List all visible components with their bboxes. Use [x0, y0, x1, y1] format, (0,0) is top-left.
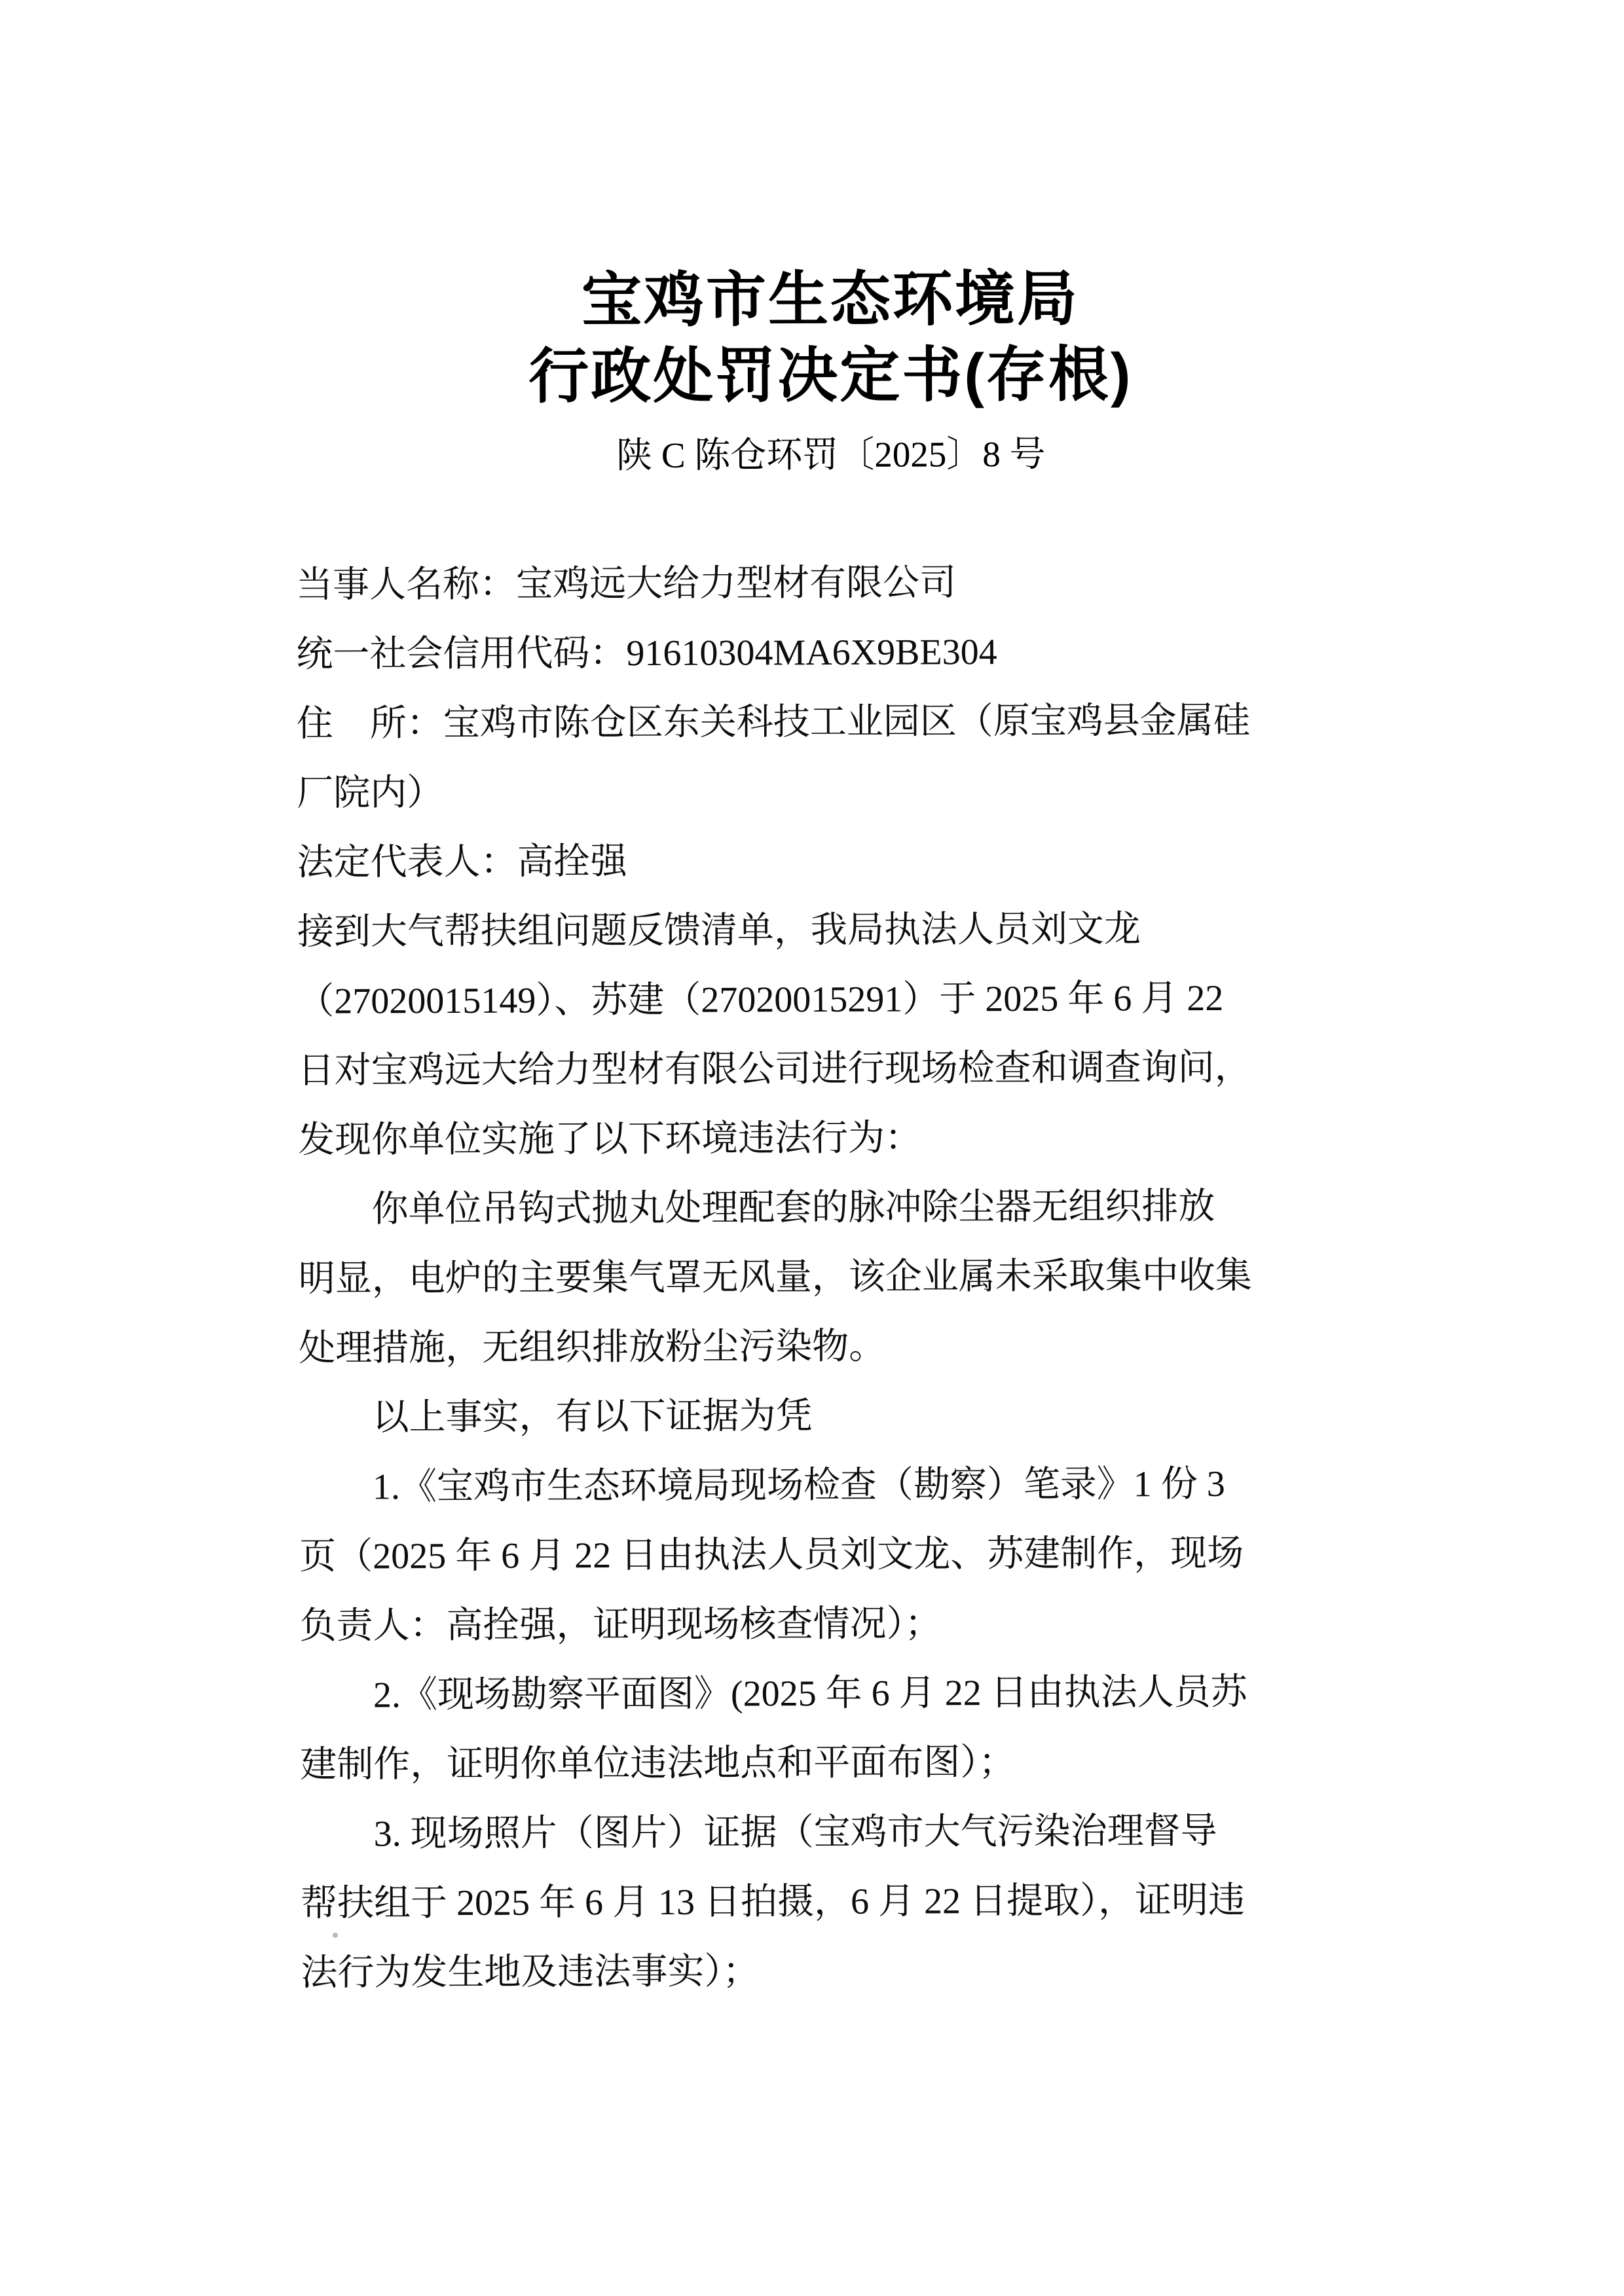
text-line: 统一社会信用代码：91610304MA6X9BE304: [296, 632, 997, 675]
text-line: 法行为发生地及违法事实）；: [301, 1951, 760, 1994]
text-line: 法定代表人：高拴强: [297, 841, 627, 883]
text-line: 2.《现场勘察平面图》(2025 年 6 月 22 日由执法人员苏: [299, 1671, 1247, 1716]
text-line: 3. 现场照片（图片）证据（宝鸡市大气污染治理督导: [300, 1810, 1217, 1855]
document-number: 陕 C 陈仓环罚〔2025〕8 号: [616, 433, 1046, 476]
text-line: 发现你单位实施了以下环境违法行为：: [297, 1118, 922, 1161]
document-content: [295, 260, 1371, 2008]
text-line: 处理措施，无组织排放粉尘污染物。: [299, 1326, 886, 1369]
text-line: 建制作，证明你单位违法地点和平面布图）；: [300, 1742, 1016, 1785]
text-line: （27020015149）、苏建（27020015291）于 2025 年 6 月 22: [297, 977, 1224, 1022]
text-line: 厂院内）: [297, 773, 444, 814]
document-title-org: 宝鸡市生态环境局: [581, 265, 1080, 335]
text-line: 页（2025 年 6 月 22 日由执法人员刘文龙、苏建制作，现场: [299, 1533, 1244, 1577]
text-line: 当事人名称：宝鸡远大给力型材有限公司: [295, 562, 957, 606]
text-line: 明显，电炉的主要集气罩无风量，该企业属未采取集中收集: [298, 1255, 1252, 1300]
text-line: 日对宝鸡远大给力型材有限公司进行现场检查和调查询问，: [297, 1047, 1251, 1091]
text-line: 住 所：宝鸡市陈仓区东关科技工业园区（原宝鸡县金属硅: [296, 700, 1250, 744]
text-line: 以上事实，有以下证据为凭: [299, 1396, 813, 1438]
document-title-doc-type: 行政处罚决定书(存根): [528, 341, 1133, 410]
text-line: 负责人：高拴强，证明现场核查情况）；: [299, 1603, 942, 1647]
text-line: 1.《宝鸡市生态环境局现场检查（勘察）笔录》1 份 3: [299, 1463, 1225, 1508]
text-line: 你单位吊钩式抛丸处理配套的脉冲除尘器无组织排放: [298, 1186, 1215, 1230]
text-line: 帮扶组于 2025 年 6 月 13 日拍摄，6 月 22 日提取），证明违: [300, 1880, 1246, 1924]
document-body: [296, 547, 1372, 2008]
scan-artifact-speck: [333, 1933, 338, 1938]
text-line: 接到大气帮扶组问题反馈清单，我局执法人员刘文龙: [297, 909, 1141, 953]
